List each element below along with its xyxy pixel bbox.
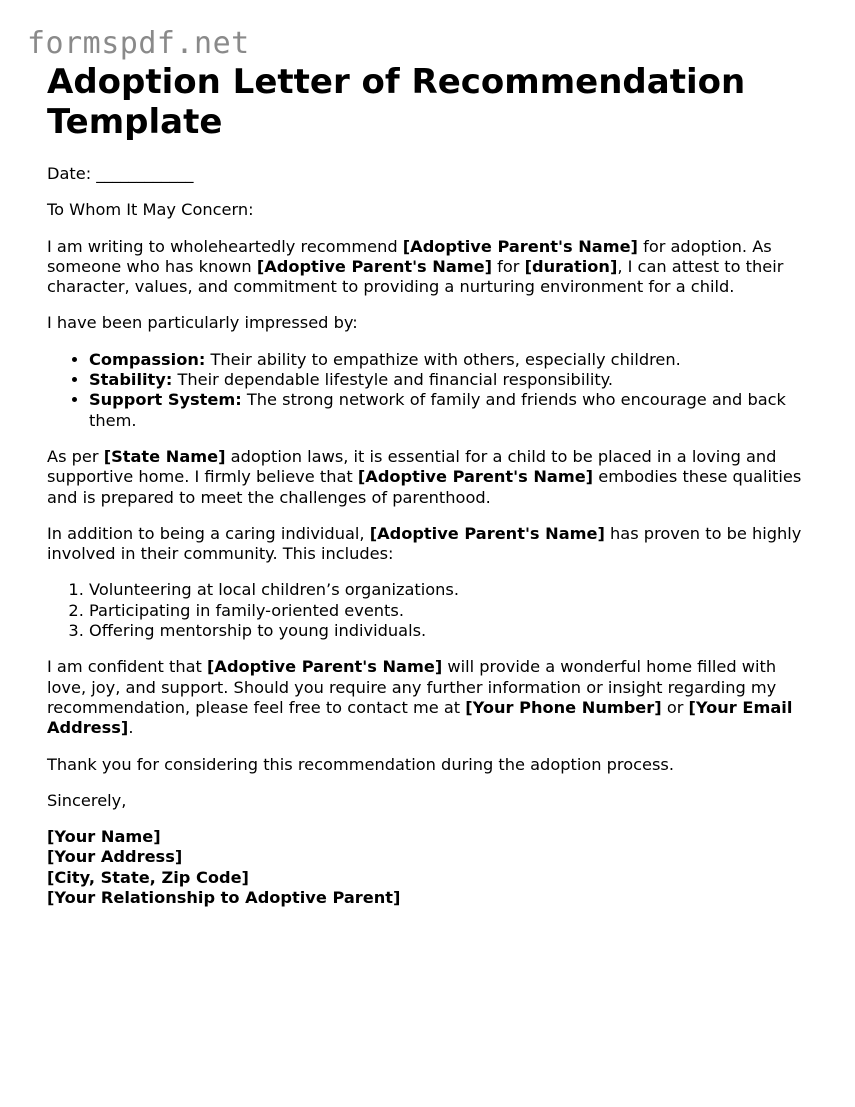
closing: Sincerely, bbox=[47, 790, 127, 810]
text-run: , I can attest to their character, values, and commitment to providing a nurturing environment for a child. bbox=[47, 256, 784, 297]
list-item-label: Stability: bbox=[89, 370, 173, 390]
signature-name: [Your Name] bbox=[47, 827, 161, 847]
text-run: embodies these qualities and is prepared to meet the challenges of parenthood. bbox=[47, 467, 802, 507]
list-item bbox=[89, 350, 817, 370]
community-paragraph bbox=[47, 524, 817, 565]
signature-relationship: [Your Relationship to Adoptive Parent] bbox=[47, 888, 401, 908]
list-item-label: Support System: bbox=[89, 390, 242, 410]
text-run: As per bbox=[47, 446, 104, 466]
thank-you-paragraph: Thank you for considering this recommendation during the adoption process. bbox=[47, 754, 675, 774]
placeholder-parent-name: [Adoptive Parent's Name] bbox=[357, 467, 594, 487]
text-run: In addition to being a caring individual, bbox=[47, 523, 370, 543]
list-item bbox=[89, 370, 817, 390]
text-run: . bbox=[128, 718, 134, 738]
qualities-list bbox=[47, 350, 817, 431]
list-item: 3. Offering mentorship to young individuals. bbox=[89, 621, 817, 641]
text-run: for bbox=[492, 256, 525, 276]
placeholder-email: [Your Email Address] bbox=[47, 697, 793, 738]
text-run: has proven to be highly involved in their community. This includes: bbox=[47, 523, 802, 564]
signature-block bbox=[47, 827, 817, 908]
text-run: I am writing to wholeheartedly recommend bbox=[47, 236, 403, 256]
placeholder-parent-name: [Adoptive Parent's Name] bbox=[402, 236, 638, 256]
placeholder-parent-name: [Adoptive Parent's Name] bbox=[256, 256, 493, 276]
list-item bbox=[89, 390, 817, 431]
document-title: Adoption Letter of Recommendation Template bbox=[47, 62, 746, 142]
date-line: Date: ____________ bbox=[47, 164, 194, 183]
placeholder-state-name: [State Name] bbox=[103, 446, 226, 466]
placeholder-parent-name: [Adoptive Parent's Name] bbox=[369, 523, 605, 543]
text-run: will provide a wonderful home filled with love, joy, and support. Should you require any further information or insight regarding my recommendation, please feel free to contact me at bbox=[47, 657, 777, 717]
signature-address: [Your Address] bbox=[47, 847, 183, 867]
community-list bbox=[47, 580, 817, 641]
text-run: or bbox=[661, 697, 689, 717]
letter-document bbox=[47, 62, 817, 908]
list-item: 2. Participating in family-oriented events. bbox=[89, 601, 817, 621]
impressed-paragraph: I have been particularly impressed by: bbox=[47, 313, 358, 333]
list-item-text: Their dependable lifestyle and financial responsibility. bbox=[172, 370, 614, 390]
signature-city: [City, State, Zip Code] bbox=[47, 867, 249, 887]
intro-paragraph bbox=[47, 237, 817, 298]
text-run: I am confident that bbox=[47, 657, 208, 677]
placeholder-parent-name: [Adoptive Parent's Name] bbox=[207, 657, 443, 677]
state-paragraph bbox=[47, 447, 817, 508]
placeholder-duration: [duration] bbox=[524, 256, 618, 276]
list-item-label: Compassion: bbox=[89, 349, 206, 369]
list-item-text: The strong network of family and friends who encourage and back them. bbox=[89, 390, 786, 430]
list-item: 1. Volunteering at local children’s organizations. bbox=[89, 580, 817, 600]
placeholder-phone: [Your Phone Number] bbox=[465, 697, 662, 717]
confidence-paragraph bbox=[47, 657, 817, 738]
text-run: adoption laws, it is essential for a child to be placed in a loving and supportive home. I firmly believe that bbox=[47, 446, 777, 487]
salutation: To Whom It May Concern: bbox=[47, 200, 254, 220]
text-run: for adoption. As someone who has known bbox=[47, 236, 772, 276]
list-item-text: Their ability to empathize with others, especially children. bbox=[205, 349, 681, 369]
watermark-text: formspdf.net bbox=[27, 26, 250, 61]
